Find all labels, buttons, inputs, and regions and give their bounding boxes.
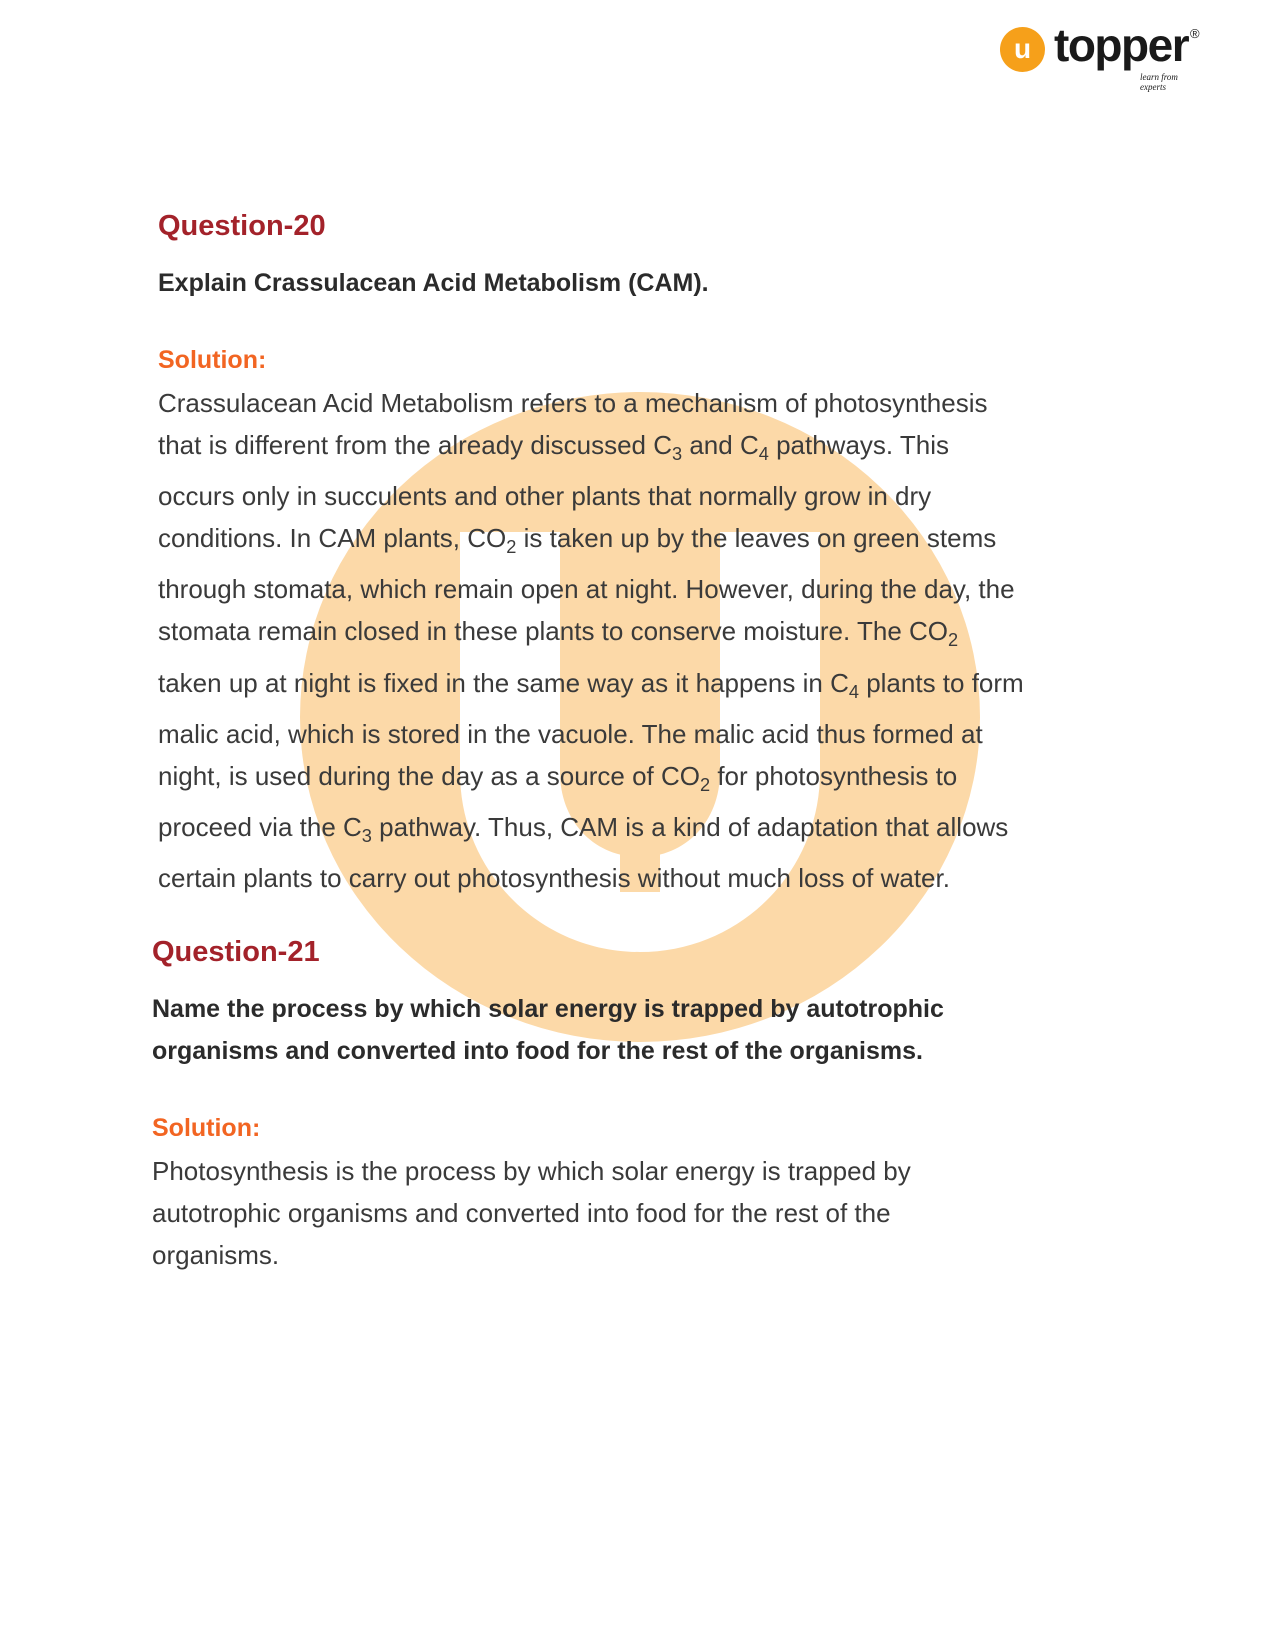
subscript: 2 bbox=[948, 630, 959, 651]
subscript: 3 bbox=[361, 826, 372, 847]
solution-line: Photosynthesis is the process by which solar energy is trapped by bbox=[152, 1156, 911, 1186]
question-heading: Question-21 bbox=[152, 936, 320, 968]
solution-heading: Solution: bbox=[158, 346, 267, 374]
question-heading: Question-20 bbox=[158, 210, 326, 242]
solution-line: night, is used during the day as a source of $CO_2$ for photosynthesis to bbox=[158, 760, 958, 795]
question-text-line: Name the process by which solar energy is trapped by autotrophic bbox=[152, 995, 944, 1023]
question-block-20 bbox=[158, 208, 1118, 899]
solution-line: stomata remain closed in these plants to conserve moisture. The $CO_2$ bbox=[158, 616, 959, 651]
subscript: 2 bbox=[506, 537, 517, 558]
logo-tagline: learn from experts bbox=[1140, 72, 1178, 92]
solution-line: certain plants to carry out photosynthesis without much loss of water. bbox=[158, 863, 950, 894]
question-text-line: organisms and converted into food for the rest of the organisms. bbox=[152, 1037, 923, 1065]
logo-mark-icon: u bbox=[1000, 27, 1045, 72]
solution-line: through stomata, which remain open at night. However, during the day, the bbox=[158, 574, 1015, 605]
solution-line: malic acid, which is stored in the vacuole. The malic acid thus formed at bbox=[158, 718, 983, 749]
logo-wordmark: topper bbox=[1054, 19, 1189, 71]
solution-line: that is different from the already discussed $C_3$ and $C_4$ pathways. This bbox=[158, 430, 950, 465]
solution-line: Crassulacean Acid Metabolism refers to a mechanism of photosynthesis bbox=[158, 388, 988, 418]
solution-line: organisms. bbox=[152, 1240, 280, 1270]
solution-text bbox=[152, 1150, 1112, 1276]
solution-text bbox=[158, 382, 1118, 899]
solution-line: autotrophic organisms and converted into food for the rest of the bbox=[152, 1198, 891, 1228]
solution-line: proceed via the $C_3$ pathway. Thus, CAM is a kind of adaptation that allows bbox=[158, 811, 1009, 847]
question-block-21 bbox=[152, 934, 1112, 1276]
subscript: 4 bbox=[758, 444, 769, 465]
topper-logo bbox=[1000, 19, 1200, 92]
solution-line: occurs only in succulents and other plants that normally grow in dry bbox=[158, 481, 932, 512]
subscript: 2 bbox=[699, 774, 711, 795]
subscript: 3 bbox=[672, 444, 683, 465]
logo-registered-mark: ® bbox=[1190, 26, 1200, 41]
solution-heading: Solution: bbox=[152, 1114, 261, 1142]
question-text: Explain Crassulacean Acid Metabolism (CAM). bbox=[158, 269, 709, 297]
subscript: 4 bbox=[848, 681, 859, 702]
solution-line: taken up at night is fixed in the same way as it happens in $C_4$ plants to form bbox=[158, 667, 1024, 702]
solution-line: conditions. In CAM plants, $CO_2$ is taken up by the leaves on green stems bbox=[158, 523, 997, 558]
